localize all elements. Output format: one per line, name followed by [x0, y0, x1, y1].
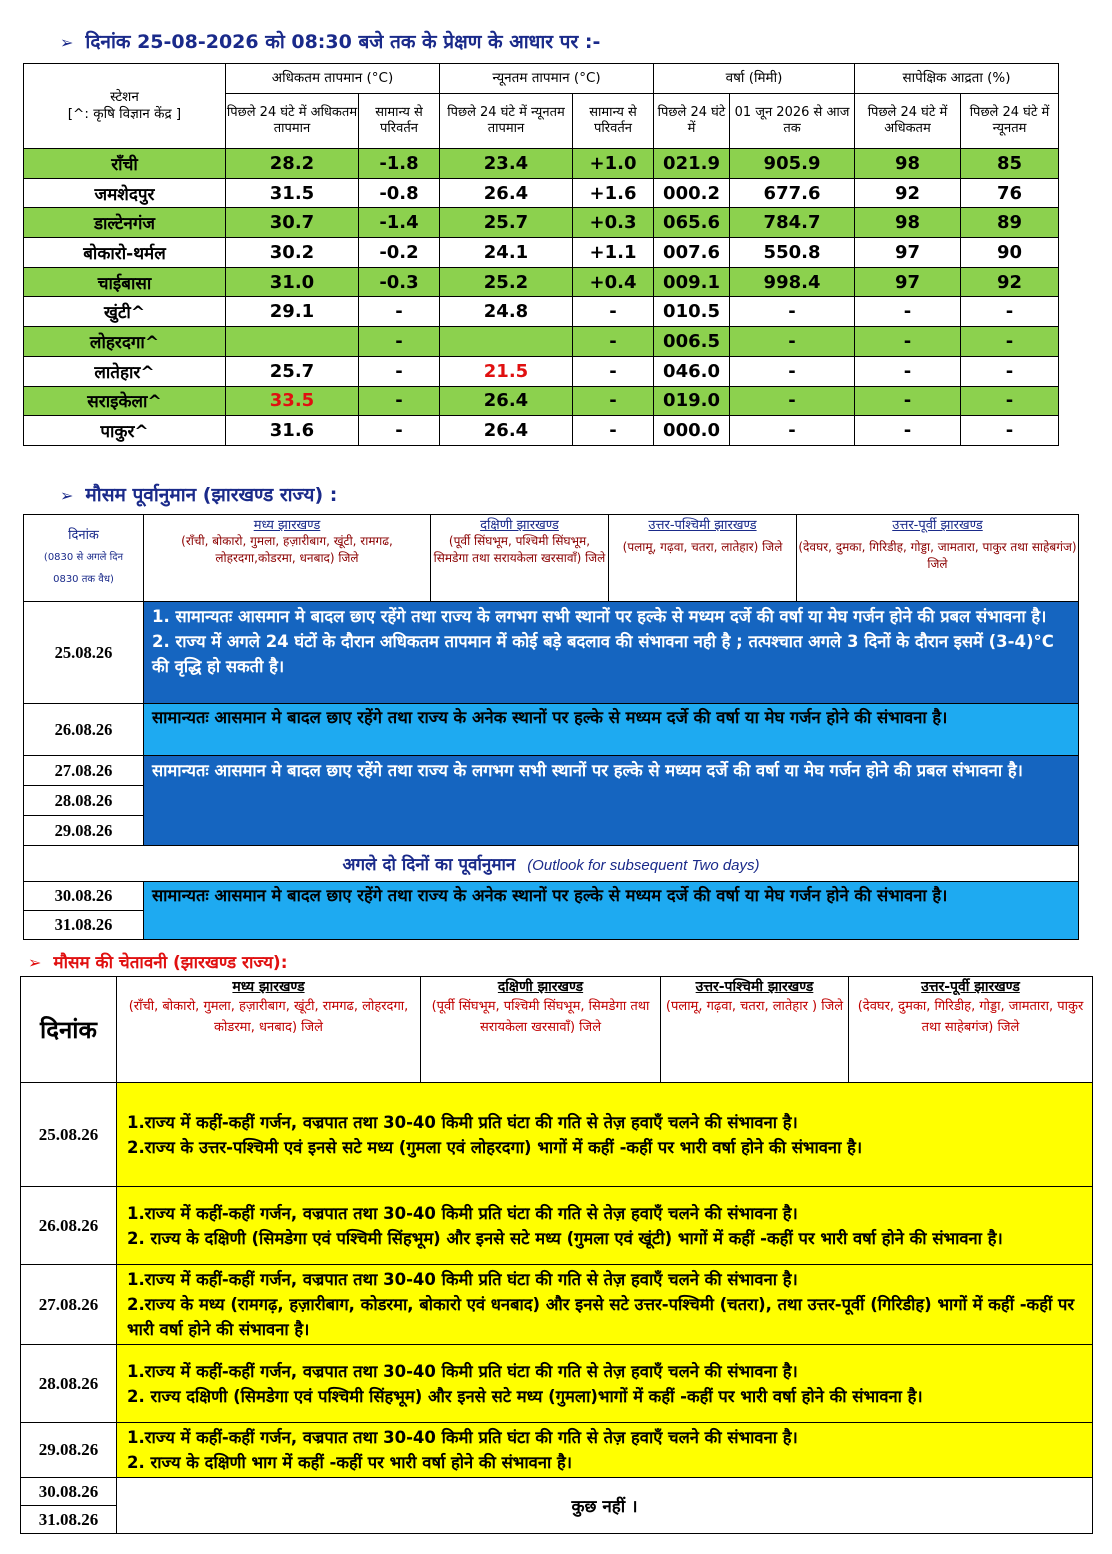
region-header-central: मध्य झारखण्ड (राँची, बोकारो, गुमला, हज़ारीबाग, खूंटी, रामगढ, लोहरदगा, कोडरमा, धनबाद) जिले — [117, 977, 421, 1083]
max-temp-cell: 33.5 — [226, 386, 359, 416]
warning-line: 2. राज्य दक्षिणी (सिमडेगा एवं पश्चिमी सिंहभूम) और इनसे सटे मध्य (गुमला)भागों में कहीं -कहीं पर भारी वर्षा होने की संभावना है। — [127, 1386, 923, 1406]
rh-max-cell: - — [855, 356, 961, 386]
station-header: स्टेशन [^: कृषि विज्ञान केंद्र ] — [24, 64, 226, 149]
warning-row — [21, 1083, 1093, 1187]
max-temp-cell: 30.7 — [226, 208, 359, 238]
forecast-date: 29.08.26 — [24, 816, 144, 846]
max-temp-cell: 30.2 — [226, 238, 359, 268]
max-temp-header: अधिकतम तापमान (°C) — [226, 64, 440, 94]
min-departure-cell: - — [573, 386, 654, 416]
warning-date-header: दिनांक — [21, 977, 117, 1083]
station-name: पाकुर^ — [24, 416, 226, 446]
warning-date: 25.08.26 — [21, 1083, 117, 1187]
rain-24h-cell: 065.6 — [654, 208, 730, 238]
station-name: राँची — [24, 149, 226, 179]
rain-season-cell: 550.8 — [730, 238, 855, 268]
max-temp-cell — [226, 327, 359, 357]
min-temp-cell: 24.1 — [440, 238, 573, 268]
forecast-text: सामान्यतः आसमान मे बादल छाए रहेंगे तथा राज्य के अनेक स्थानों पर हल्के से मध्यम दर्जे की वर्षा या मेघ गर्जन होने की संभावना है। — [144, 882, 1079, 940]
rain-season-cell: 905.9 — [730, 149, 855, 179]
rain-24h-cell: 007.6 — [654, 238, 730, 268]
min-temp-cell: 24.8 — [440, 297, 573, 327]
station-row — [24, 149, 1059, 179]
min-departure-cell: +1.6 — [573, 178, 654, 208]
warning-line: 1.राज्य में कहीं-कहीं गर्जन, वज्रपात तथा 30-40 किमी प्रति घंटा की गति से तेज़ हवाएँ चलने की संभावना है। — [127, 1428, 798, 1447]
max-temp-cell: 31.0 — [226, 267, 359, 297]
rh-max-cell: 97 — [855, 238, 961, 268]
warning-line: 2. राज्य के दक्षिणी भाग में कहीं -कहीं पर भारी वर्षा होने की संभावना है। — [127, 1453, 573, 1472]
rh-max-cell: - — [855, 327, 961, 357]
rain-24h-cell: 046.0 — [654, 356, 730, 386]
rain-24h-cell: 021.9 — [654, 149, 730, 179]
forecast-date: 30.08.26 — [24, 882, 144, 911]
rain-24h-cell: 006.5 — [654, 327, 730, 357]
warning-date: 26.08.26 — [21, 1187, 117, 1265]
rain-24h-cell: 000.0 — [654, 416, 730, 446]
arrow-bullet-icon: ➢ — [60, 486, 74, 505]
region-header-northeast: उत्तर-पूर्वी झारखण्ड (देवघर, दुमका, गिरिडीह, गोड्डा, जामतारा, पाकुर तथा साहेबगंज) जिले — [797, 515, 1079, 602]
min-departure-cell: +1.1 — [573, 238, 654, 268]
max-departure-header: सामान्य से परिवर्तन — [359, 94, 440, 149]
max-departure-cell: - — [359, 416, 440, 446]
forecast-section-title: ➢ मौसम पूर्वानुमान (झारखण्ड राज्य) : — [60, 484, 338, 506]
warning-text — [117, 1187, 1093, 1265]
warning-line: 1.राज्य में कहीं-कहीं गर्जन, वज्रपात तथा 30-40 किमी प्रति घंटा की गति से तेज़ हवाएँ चलने की संभावना है। — [127, 1203, 798, 1223]
max-temp-cell: 28.2 — [226, 149, 359, 179]
station-name: सराइकेला^ — [24, 386, 226, 416]
station-row — [24, 267, 1059, 297]
min-departure-cell: - — [573, 416, 654, 446]
station-name: डाल्टेनगंज — [24, 208, 226, 238]
rh-max-header: पिछले 24 घंटे में अधिकतम — [855, 94, 961, 149]
rain-season-cell: - — [730, 327, 855, 357]
station-row — [24, 178, 1059, 208]
warning-line: 2.राज्य के उत्तर-पश्चिमी एवं इनसे सटे मध्य (गुमला एवं लोहरदगा) भागों में कहीं -कहीं पर भारी वर्षा होने की संभावना है। — [127, 1137, 863, 1157]
rh-min-cell: 90 — [961, 238, 1059, 268]
min-temp-cell: 26.4 — [440, 416, 573, 446]
forecast-text: 1. सामान्यतः आसमान मे बादल छाए रहेंगे तथा राज्य के लगभग सभी स्थानों पर हल्के से मध्यम दर्जे की वर्षा या मेघ गर्जन होने की प्रबल संभावना है। 2. राज्य में अगले 24 घंटों के दौरान अधिकतम तापमान में कोई बड़े बदलाव की संभावना नही है ; तत्पश्चात अगले 3 दिनों के दौरान इसमें (3-4)°C की वृद्धि हो सकती है। — [144, 602, 1079, 704]
rh-min-cell: - — [961, 356, 1059, 386]
observation-table — [23, 63, 1059, 446]
rh-max-cell: 98 — [855, 149, 961, 179]
rh-min-cell: 89 — [961, 208, 1059, 238]
forecast-table — [23, 514, 1079, 940]
region-header-south: दक्षिणी झारखण्ड (पूर्वी सिंघभूम, पश्चिमी सिंघभूम, सिमडेगा तथा सरायकेला खरसावाँ) जिले — [431, 515, 609, 602]
rain-season-cell: - — [730, 356, 855, 386]
rh-min-cell: 85 — [961, 149, 1059, 179]
rh-min-cell: - — [961, 386, 1059, 416]
station-row — [24, 386, 1059, 416]
min-departure-cell: - — [573, 327, 654, 357]
max-departure-cell: - — [359, 386, 440, 416]
region-header-northeast: उत्तर-पूर्वी झारखण्ड (देवघर, दुमका, गिरिडीह, गोड्डा, जामतारा, पाकुर तथा साहेबगंज) जिले — [849, 977, 1093, 1083]
rain-season-cell: 998.4 — [730, 267, 855, 297]
warning-text — [117, 1265, 1093, 1345]
min-temp-header: न्यूनतम तापमान (°C) — [440, 64, 654, 94]
max-temp-cell: 31.5 — [226, 178, 359, 208]
station-name: बोकारो-थर्मल — [24, 238, 226, 268]
rh-min-cell: - — [961, 297, 1059, 327]
max-departure-cell: -0.3 — [359, 267, 440, 297]
min-24h-header: पिछले 24 घंटे में न्यूनतम तापमान — [440, 94, 573, 149]
warning-line: 1.राज्य में कहीं-कहीं गर्जन, वज्रपात तथा 30-40 किमी प्रति घंटा की गति से तेज़ हवाएँ चलने की संभावना है। — [127, 1112, 798, 1132]
rh-max-cell: - — [855, 297, 961, 327]
rh-min-cell: - — [961, 327, 1059, 357]
rh-max-cell: - — [855, 416, 961, 446]
min-temp-cell: 25.2 — [440, 267, 573, 297]
station-name: चाईबासा — [24, 267, 226, 297]
forecast-date: 26.08.26 — [24, 704, 144, 756]
warning-text — [117, 1083, 1093, 1187]
station-row — [24, 208, 1059, 238]
warning-date: 27.08.26 — [21, 1265, 117, 1345]
station-row — [24, 327, 1059, 357]
rh-min-cell: 92 — [961, 267, 1059, 297]
forecast-date-header: दिनांक (0830 से अगले दिन 0830 तक वैध) — [24, 515, 144, 602]
station-name: खुंटी^ — [24, 297, 226, 327]
rain-season-cell: 784.7 — [730, 208, 855, 238]
max-departure-cell: -0.8 — [359, 178, 440, 208]
region-header-northwest: उत्तर-पश्चिमी झारखण्ड (पलामू, गढ़वा, चतरा, लातेहार ) जिले — [661, 977, 849, 1083]
warning-row — [21, 1187, 1093, 1265]
rain-season-cell: - — [730, 386, 855, 416]
max-temp-cell: 29.1 — [226, 297, 359, 327]
forecast-date: 28.08.26 — [24, 786, 144, 816]
warning-section-title: ➢ मौसम की चेतावनी (झारखण्ड राज्य): — [28, 953, 288, 973]
rh-min-cell: - — [961, 416, 1059, 446]
region-header-central: मध्य झारखण्ड (राँची, बोकारो, गुमला, हज़ारीबाग, खूंटी, रामगढ, लोहरदगा,कोडरमा, धनबाद) जिले — [144, 515, 431, 602]
min-departure-cell: +0.3 — [573, 208, 654, 238]
observation-section-title: ➢ दिनांक 25-08-2026 को 08:30 बजे तक के प्रेक्षण के आधार पर :- — [60, 31, 601, 53]
warning-line: 2. राज्य के दक्षिणी (सिमडेगा एवं पश्चिमी सिंहभूम) और इनसे सटे मध्य (गुमला एवं खूंटी) भागों में कहीं -कहीं पर भारी वर्षा होने की संभावना है। — [127, 1228, 1003, 1248]
outlook-header: अगले दो दिनों का पूर्वानुमान (Outlook for subsequent Two days) — [24, 846, 1079, 882]
rain-24h-cell: 010.5 — [654, 297, 730, 327]
rh-max-cell: 98 — [855, 208, 961, 238]
station-row — [24, 356, 1059, 386]
region-header-south: दक्षिणी झारखण्ड (पूर्वी सिंघभूम, पश्चिमी सिंघभूम, सिमडेगा तथा सरायकेला खरसावाँ) जिले — [421, 977, 661, 1083]
rain-season-cell: - — [730, 297, 855, 327]
region-header-northwest: उत्तर-पश्चिमी झारखण्ड (पलामू, गढ़वा, चतरा, लातेहार) जिले — [609, 515, 797, 602]
station-row — [24, 238, 1059, 268]
forecast-date: 25.08.26 — [24, 602, 144, 704]
max-temp-cell: 25.7 — [226, 356, 359, 386]
min-temp-cell — [440, 327, 573, 357]
min-temp-cell: 25.7 — [440, 208, 573, 238]
rain-header: वर्षा (मिमी) — [654, 64, 855, 94]
warning-date: 30.08.26 — [21, 1478, 117, 1506]
rain-season-header: 01 जून 2026 से आज तक — [730, 94, 855, 149]
min-temp-cell: 26.4 — [440, 178, 573, 208]
warning-row — [21, 1345, 1093, 1423]
station-name: लोहरदगा^ — [24, 327, 226, 357]
arrow-bullet-icon: ➢ — [28, 953, 42, 972]
rain-24h-cell: 000.2 — [654, 178, 730, 208]
min-departure-header: सामान्य से परिवर्तन — [573, 94, 654, 149]
max-24h-header: पिछले 24 घंटे में अधिकतम तापमान — [226, 94, 359, 149]
rh-max-cell: 92 — [855, 178, 961, 208]
forecast-text: सामान्यतः आसमान मे बादल छाए रहेंगे तथा राज्य के लगभग सभी स्थानों पर हल्के से मध्यम दर्जे की वर्षा या मेघ गर्जन होने की प्रबल संभावना है। — [144, 756, 1079, 846]
arrow-bullet-icon: ➢ — [60, 33, 74, 52]
warning-date: 28.08.26 — [21, 1345, 117, 1423]
rh-min-cell: 76 — [961, 178, 1059, 208]
warning-text — [117, 1345, 1093, 1423]
station-row — [24, 416, 1059, 446]
forecast-date: 31.08.26 — [24, 911, 144, 940]
rh-max-cell: - — [855, 386, 961, 416]
warning-text — [117, 1423, 1093, 1478]
min-departure-cell: +1.0 — [573, 149, 654, 179]
warning-date: 31.08.26 — [21, 1506, 117, 1534]
station-name: लातेहार^ — [24, 356, 226, 386]
rain-24h-header: पिछले 24 घंटे में — [654, 94, 730, 149]
station-name: जमशेदपुर — [24, 178, 226, 208]
max-departure-cell: - — [359, 327, 440, 357]
warning-row — [21, 1265, 1093, 1345]
max-departure-cell: -0.2 — [359, 238, 440, 268]
forecast-text: सामान्यतः आसमान मे बादल छाए रहेंगे तथा राज्य के अनेक स्थानों पर हल्के से मध्यम दर्जे की वर्षा या मेघ गर्जन होने की संभावना है। — [144, 704, 1079, 756]
warning-date: 29.08.26 — [21, 1423, 117, 1478]
min-temp-cell: 21.5 — [440, 356, 573, 386]
max-departure-cell: -1.8 — [359, 149, 440, 179]
warning-table — [20, 976, 1093, 1534]
rain-season-cell: 677.6 — [730, 178, 855, 208]
humidity-header: सापेक्षिक आद्रता (%) — [855, 64, 1059, 94]
forecast-date: 27.08.26 — [24, 756, 144, 786]
rain-24h-cell: 009.1 — [654, 267, 730, 297]
rh-max-cell: 97 — [855, 267, 961, 297]
min-departure-cell: - — [573, 356, 654, 386]
max-departure-cell: -1.4 — [359, 208, 440, 238]
warning-line: 2.राज्य के मध्य (रामगढ़, हज़ारीबाग, कोडरमा, बोकारो एवं धनबाद) और इनसे सटे उत्तर-पश्चिमी (चतरा), तथा उत्तर-पूर्वी (गिरिडीह) भागों में कहीं -कहीं पर भारी वर्षा होने की संभावना है। — [127, 1295, 1075, 1339]
rain-24h-cell: 019.0 — [654, 386, 730, 416]
rh-min-header: पिछले 24 घंटे में न्यूनतम — [961, 94, 1059, 149]
rain-season-cell: - — [730, 416, 855, 446]
max-departure-cell: - — [359, 297, 440, 327]
warning-line: 1.राज्य में कहीं-कहीं गर्जन, वज्रपात तथा 30-40 किमी प्रति घंटा की गति से तेज़ हवाएँ चलने की संभावना है। — [127, 1361, 798, 1381]
no-warning-text: कुछ नहीं । — [117, 1478, 1093, 1534]
min-departure-cell: +0.4 — [573, 267, 654, 297]
warning-line: 1.राज्य में कहीं-कहीं गर्जन, वज्रपात तथा 30-40 किमी प्रति घंटा की गति से तेज़ हवाएँ चलने की संभावना है। — [127, 1270, 798, 1289]
max-temp-cell: 31.6 — [226, 416, 359, 446]
max-departure-cell: - — [359, 356, 440, 386]
min-temp-cell: 26.4 — [440, 386, 573, 416]
station-row — [24, 297, 1059, 327]
min-departure-cell: - — [573, 297, 654, 327]
warning-row — [21, 1423, 1093, 1478]
min-temp-cell: 23.4 — [440, 149, 573, 179]
